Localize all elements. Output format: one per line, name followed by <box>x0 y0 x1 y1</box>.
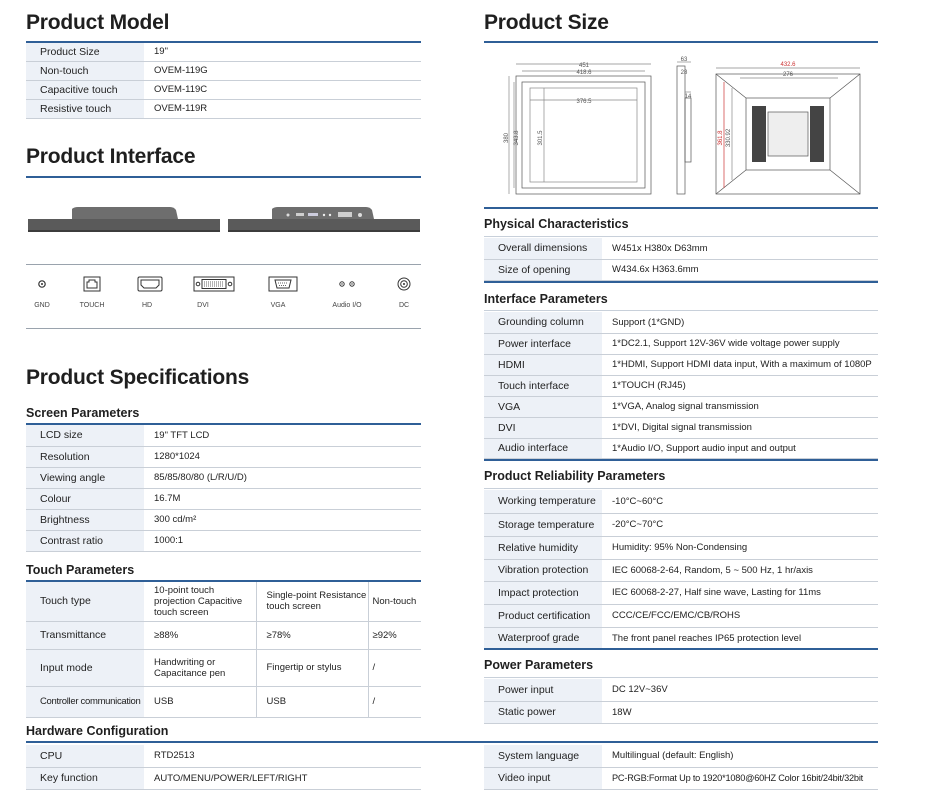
port-dc <box>394 276 414 309</box>
row-key: Colour <box>26 488 144 509</box>
nontouch-value: Non-touch <box>368 582 421 621</box>
row-value: AUTO/MENU/POWER/LEFT/RIGHT <box>144 767 421 789</box>
row-key: Resolution <box>26 446 144 467</box>
row-key: Power input <box>484 679 602 701</box>
port-hdmi <box>137 276 163 309</box>
table-row <box>484 559 878 581</box>
row-key: Resistive touch <box>26 99 144 118</box>
rj45-icon <box>82 276 102 292</box>
table-row <box>26 767 421 789</box>
row-value: DC 12V~36V <box>602 679 878 701</box>
dim-276: 276 <box>782 72 794 78</box>
dimension-drawing <box>500 54 870 200</box>
table-row <box>484 536 878 559</box>
row-value: OVEM-119G <box>144 61 421 80</box>
table-row <box>26 582 421 621</box>
port-vga <box>268 276 298 309</box>
port-dvi <box>193 276 235 309</box>
row-value: 1*Audio I/O, Support audio input and output <box>602 438 878 458</box>
row-key: Product certification <box>484 604 602 627</box>
hardware-configuration-title: Hardware Configuration <box>26 724 169 738</box>
physical-characteristics-title: Physical Characteristics <box>484 217 629 231</box>
dim-432: 432.6 <box>780 62 796 68</box>
touch-parameters-title: Touch Parameters <box>26 563 135 577</box>
ports-bottom-rule <box>26 328 421 329</box>
nontouch-value: / <box>368 686 421 717</box>
row-value: 300 cd/m² <box>144 509 421 530</box>
section-rule <box>484 488 878 489</box>
table-row <box>484 767 878 789</box>
row-key: Vibration protection <box>484 559 602 581</box>
vga-icon <box>268 276 298 292</box>
table-row <box>26 686 421 717</box>
product-size-title: Product Size <box>484 11 609 34</box>
table-row <box>26 446 421 467</box>
power-table <box>484 679 878 724</box>
row-value: 1280*1024 <box>144 446 421 467</box>
row-value: 85/85/80/80 (L/R/U/D) <box>144 467 421 488</box>
monitor-side-views <box>26 205 422 237</box>
dim-376: 376.5 <box>576 99 592 105</box>
row-key: Working temperature <box>484 490 602 513</box>
row-key: Grounding column <box>484 312 602 333</box>
row-key: Touch interface <box>484 375 602 396</box>
screen-parameters-table <box>26 425 421 552</box>
dim-361: 361.8 <box>718 130 724 146</box>
table-row <box>484 375 878 396</box>
row-key: CPU <box>26 745 144 767</box>
product-interface-title: Product Interface <box>26 145 196 168</box>
row-key: Viewing angle <box>26 467 144 488</box>
touch-parameters-table <box>26 582 421 718</box>
row-key: Power interface <box>484 333 602 354</box>
table-row <box>484 513 878 536</box>
row-value: OVEM-119R <box>144 99 421 118</box>
row-value: Multilingual (default: English) <box>602 745 878 767</box>
row-key: System language <box>484 745 602 767</box>
row-value: IEC 60068-2-27, Half sine wave, Lasting for 11ms <box>602 581 878 604</box>
table-row <box>484 354 878 375</box>
port-label: TOUCH <box>79 302 105 309</box>
row-value: IEC 60068-2-64, Random, 5 ~ 500 Hz, 1 hr/axis <box>602 559 878 581</box>
port-label: VGA <box>270 302 286 309</box>
capacitive-value: 10-point touch projection Capacitive touch screen <box>144 582 256 621</box>
screen-parameters-title: Screen Parameters <box>26 406 140 420</box>
row-value: W434.6x H363.6mm <box>602 259 878 280</box>
table-row <box>484 604 878 627</box>
front-view <box>509 64 651 194</box>
dim-301: 301.5 <box>538 130 544 146</box>
table-row <box>26 621 421 649</box>
port-label: GND <box>34 302 50 309</box>
port-audio <box>332 276 362 309</box>
row-value: 1000:1 <box>144 530 421 551</box>
section-underline <box>26 741 878 743</box>
row-value: Support (1*GND) <box>602 312 878 333</box>
resistive-value: Fingertip or stylus <box>256 649 368 686</box>
section-rule <box>484 677 878 678</box>
row-key: VGA <box>484 396 602 417</box>
row-value: Humidity: 95% Non-Condensing <box>602 536 878 559</box>
table-row <box>484 259 878 280</box>
table-row <box>484 396 878 417</box>
row-key: Overall dimensions <box>484 238 602 259</box>
dim-63: 63 <box>680 57 688 63</box>
row-key: Key function <box>26 767 144 789</box>
table-row <box>26 80 421 99</box>
dvi-icon <box>193 276 235 292</box>
row-value: 16.7M <box>144 488 421 509</box>
row-key: Non-touch <box>26 61 144 80</box>
table-row <box>484 417 878 438</box>
table-row <box>484 745 878 767</box>
row-key: Controller communication <box>26 686 144 717</box>
table-row <box>26 745 421 767</box>
capacitive-value: ≥88% <box>144 621 256 649</box>
product-model-table <box>26 43 421 119</box>
row-key: Video input <box>484 767 602 789</box>
table-row <box>26 61 421 80</box>
hdmi-icon <box>137 276 163 292</box>
table-row <box>484 238 878 259</box>
dim-380: 380 <box>504 132 510 144</box>
table-row <box>26 467 421 488</box>
row-value: 19" <box>144 43 421 61</box>
dim-28: 28 <box>680 70 688 76</box>
power-parameters-title: Power Parameters <box>484 658 594 672</box>
row-key: Size of opening <box>484 259 602 280</box>
interface-parameters-title: Interface Parameters <box>484 292 608 306</box>
table-row <box>26 509 421 530</box>
row-value: CCC/CE/FCC/EMC/CB/ROHS <box>602 604 878 627</box>
row-key: Capacitive touch <box>26 80 144 99</box>
table-row <box>26 488 421 509</box>
row-key: Relative humidity <box>484 536 602 559</box>
port-label: DVI <box>197 302 209 309</box>
table-row <box>26 43 421 61</box>
port-touch <box>79 276 105 309</box>
interface-parameters-table <box>484 312 878 459</box>
side-view-right <box>228 207 420 232</box>
reliability-table <box>484 490 878 650</box>
row-value: 1*VGA, Analog signal transmission <box>602 396 878 417</box>
resistive-value: ≥78% <box>256 621 368 649</box>
row-key: Waterproof grade <box>484 627 602 649</box>
audio-icon <box>337 276 357 292</box>
row-key: LCD size <box>26 425 144 446</box>
resistive-value: Single-point Resistance touch screen <box>256 582 368 621</box>
row-value: The front panel reaches IP65 protection level <box>602 627 878 649</box>
hardware-table-right <box>484 745 878 790</box>
row-value: W451x H380x D63mm <box>602 238 878 259</box>
row-key: Input mode <box>26 649 144 686</box>
side-view-left <box>26 207 220 232</box>
row-key: Static power <box>484 701 602 723</box>
physical-table <box>484 238 878 281</box>
dc-icon <box>394 276 414 292</box>
dim-451: 451 <box>578 63 590 69</box>
dim-343: 343.8 <box>514 130 520 146</box>
row-value: -10°C~60°C <box>602 490 878 513</box>
title-underline <box>26 176 421 178</box>
table-row <box>26 649 421 686</box>
row-value: 1*HDMI, Support HDMI data input, With a maximum of 1080P <box>602 354 878 375</box>
row-value: 1*DC2.1, Support 12V-36V wide voltage power supply <box>602 333 878 354</box>
row-key: Audio interface <box>484 438 602 458</box>
product-model-title: Product Model <box>26 11 170 34</box>
hardware-table-left <box>26 745 421 790</box>
row-key: DVI <box>484 417 602 438</box>
dim-330: 330.92 <box>726 128 732 148</box>
port-label: Audio I/O <box>332 302 362 309</box>
table-row <box>484 438 878 458</box>
nontouch-value: ≥92% <box>368 621 421 649</box>
dim-418: 418.6 <box>576 70 592 76</box>
port-label: HD <box>141 302 153 309</box>
row-value: RTD2513 <box>144 745 421 767</box>
table-row <box>484 679 878 701</box>
reliability-parameters-title: Product Reliability Parameters <box>484 469 666 483</box>
section-underline <box>484 459 878 461</box>
capacitive-value: USB <box>144 686 256 717</box>
title-underline <box>484 41 878 43</box>
section-underline <box>484 207 878 209</box>
row-value: OVEM-119C <box>144 80 421 99</box>
port-label: DC <box>398 302 410 309</box>
row-key: Storage temperature <box>484 513 602 536</box>
resistive-value: USB <box>256 686 368 717</box>
gnd-icon <box>32 276 52 292</box>
table-row <box>26 99 421 118</box>
section-underline <box>484 648 878 650</box>
table-row <box>484 581 878 604</box>
capacitive-value: Handwriting or Capacitance pen <box>144 649 256 686</box>
dim-14: 14 <box>684 94 692 100</box>
row-value: 19" TFT LCD <box>144 425 421 446</box>
section-rule <box>484 236 878 237</box>
table-row <box>26 530 421 551</box>
row-key: Touch type <box>26 582 144 621</box>
row-value: -20°C~70°C <box>602 513 878 536</box>
table-row <box>484 701 878 723</box>
table-row <box>484 490 878 513</box>
row-value: 18W <box>602 701 878 723</box>
row-key: Product Size <box>26 43 144 61</box>
section-underline <box>484 281 878 283</box>
table-row <box>484 333 878 354</box>
row-key: Transmittance <box>26 621 144 649</box>
row-value: PC-RGB:Format Up to 1920*1080@60HZ Color 16bit/24bit/32bit <box>602 767 878 789</box>
table-row <box>26 425 421 446</box>
ports-top-rule <box>26 264 421 265</box>
nontouch-value: / <box>368 649 421 686</box>
section-rule <box>484 310 878 311</box>
table-row <box>484 627 878 649</box>
port-gnd <box>32 276 52 309</box>
row-key: Impact protection <box>484 581 602 604</box>
row-key: Contrast ratio <box>26 530 144 551</box>
row-value: 1*TOUCH (RJ45) <box>602 375 878 396</box>
row-key: HDMI <box>484 354 602 375</box>
row-key: Brightness <box>26 509 144 530</box>
side-profile-view <box>677 62 691 194</box>
row-value: 1*DVI, Digital signal transmission <box>602 417 878 438</box>
table-row <box>484 312 878 333</box>
product-specifications-title: Product Specifications <box>26 366 250 389</box>
rear-view <box>716 68 860 194</box>
